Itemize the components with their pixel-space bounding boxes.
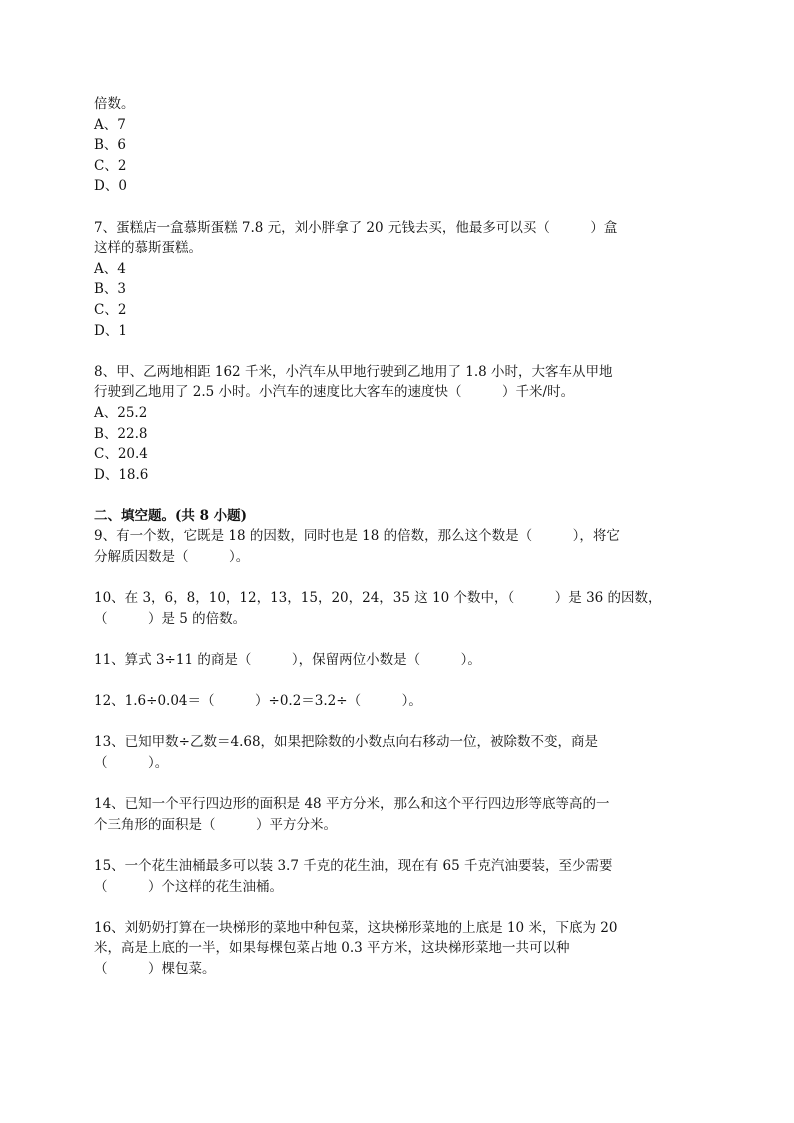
- question-text: 8、甲、乙两地相距 162 千米，小汽车从甲地行驶到乙地用了 1.8 小时，大客车从甲地: [94, 363, 613, 380]
- question-14: [94, 794, 700, 835]
- option-a: A、25.2: [94, 404, 148, 421]
- option-a: A、7: [94, 116, 126, 133]
- question-text: （ ）个这样的花生油桶。: [94, 878, 283, 895]
- question-text: 16、刘奶奶打算在一块梯形的菜地中种包菜，这块梯形菜地的上底是 10 米，下底为 20: [94, 919, 618, 936]
- question-text: 9、有一个数，它既是 18 的因数，同时也是 18 的倍数，那么这个数是（ ），将它: [94, 528, 620, 545]
- question-text: 这样的慕斯蛋糕。: [94, 240, 202, 257]
- question-text: 13、已知甲数÷乙数＝4.68，如果把除数的小数点向右移动一位，被除数不变，商是: [94, 734, 599, 751]
- question-11: [94, 650, 700, 671]
- question-text: 14、已知一个平行四边形的面积是 48 平方分米，那么和这个平行四边形等底等高的一: [94, 796, 610, 813]
- question-6-continuation: [94, 94, 700, 197]
- question-text: 米，高是上底的一半，如果每棵包菜占地 0.3 平方米，这块梯形菜地一共可以种: [94, 940, 570, 957]
- question-text: 7、蛋糕店一盒慕斯蛋糕 7.8 元，刘小胖拿了 20 元钱去买，他最多可以买（ ）盒: [94, 219, 618, 236]
- question-16: [94, 918, 700, 980]
- question-8: [94, 362, 700, 486]
- question-text: 12、1.6÷0.04＝（ ）÷0.2＝3.2÷（ ）。: [94, 693, 422, 710]
- option-d: D、1: [94, 322, 127, 339]
- question-text: 分解质因数是（ ）。: [94, 549, 250, 566]
- question-15: [94, 856, 700, 897]
- option-b: B、6: [94, 137, 127, 154]
- question-text: 倍数。: [94, 96, 135, 112]
- question-9: [94, 526, 700, 567]
- option-c: C、2: [94, 157, 127, 174]
- option-c: C、20.4: [94, 446, 148, 463]
- section-title: 二、填空题。(共 8 小题): [94, 507, 248, 524]
- question-12: [94, 691, 700, 712]
- question-text: 15、一个花生油桶最多可以装 3.7 千克的花生油，现在有 65 千克汽油要装，至少需要: [94, 857, 613, 874]
- question-text: （ ）。: [94, 755, 169, 771]
- option-a: A、4: [94, 260, 126, 277]
- question-text: （ ）是 5 的倍数。: [94, 610, 247, 627]
- question-13: [94, 732, 700, 773]
- worksheet-page: [94, 94, 700, 980]
- question-text: 11、算式 3÷11 的商是（ ），保留两位小数是（ ）。: [94, 652, 481, 669]
- question-text: 10、在 3，6，8，10，12，13，15，20，24，35 这 10 个数中，（ ）是 36 的因数，: [94, 590, 662, 607]
- question-text: （ ）棵包菜。: [94, 960, 216, 977]
- question-text: 个三角形的面积是（ ）平方分米。: [94, 816, 337, 833]
- option-d: D、18.6: [94, 466, 149, 483]
- option-d: D、0: [94, 178, 127, 195]
- question-10: [94, 588, 700, 629]
- question-7: [94, 218, 700, 342]
- question-text: 行驶到乙地用了 2.5 小时。小汽车的速度比大客车的速度快（ ）千米/时。: [94, 384, 575, 401]
- option-c: C、2: [94, 301, 127, 318]
- option-b: B、22.8: [94, 425, 148, 442]
- option-b: B、3: [94, 281, 127, 298]
